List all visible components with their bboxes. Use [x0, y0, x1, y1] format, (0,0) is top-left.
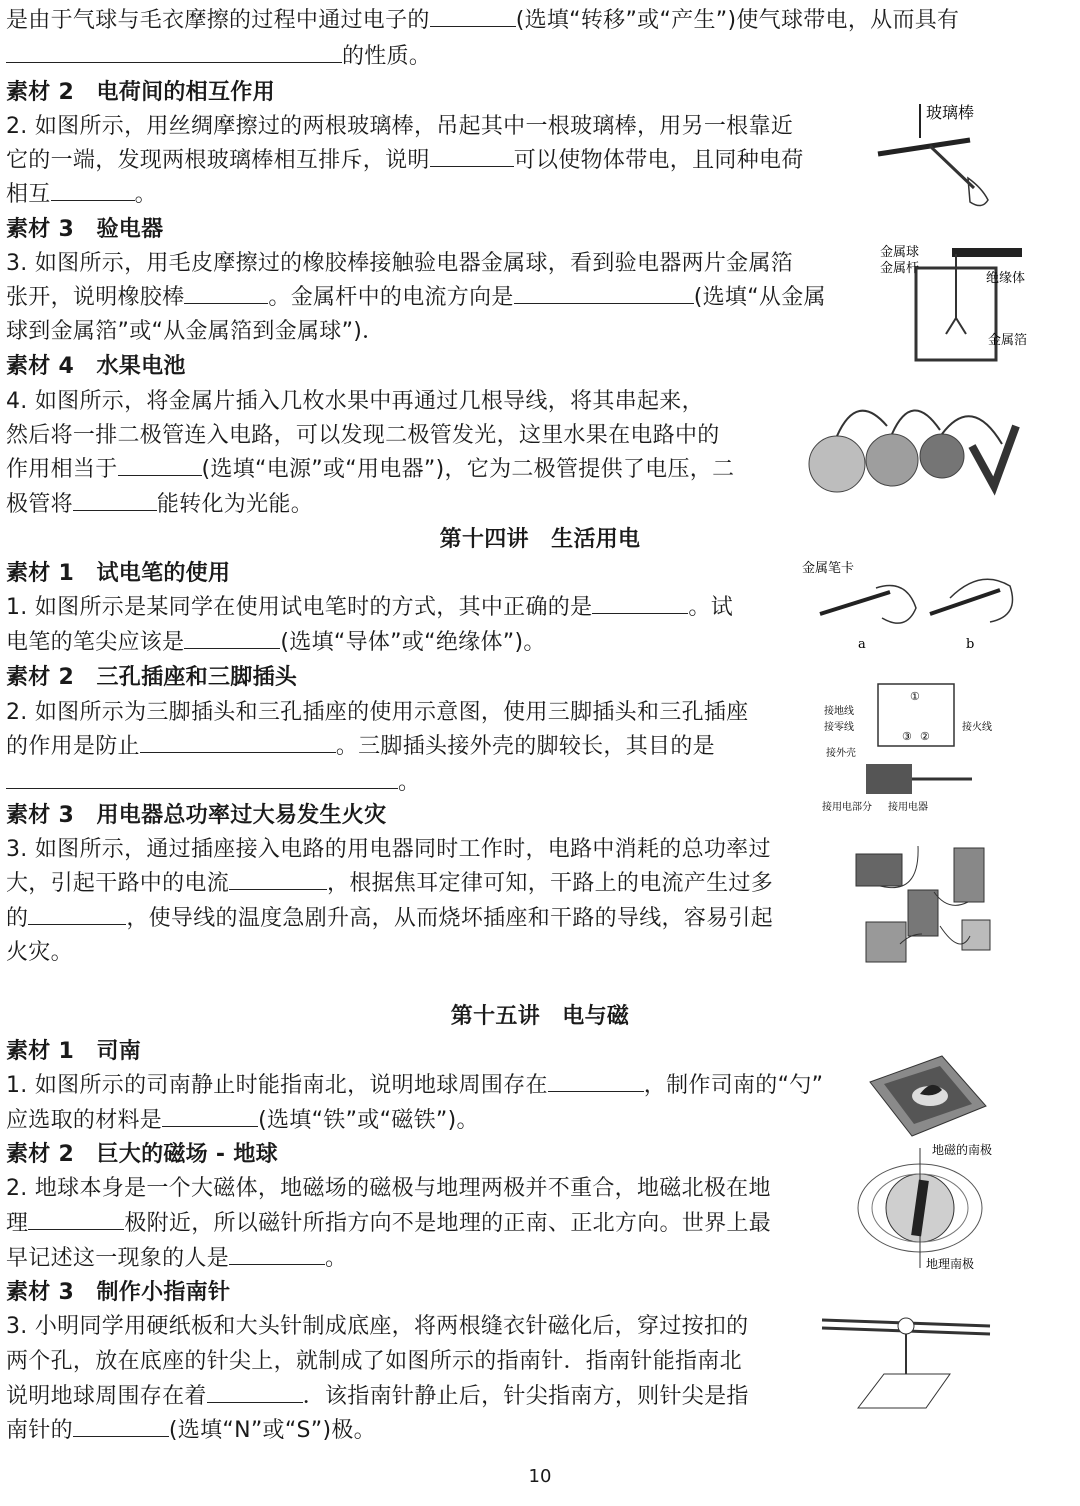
text-line: 张开，说明橡胶棒 。金属杆中的电流方向是 (选填“从金属 [6, 281, 826, 315]
answer-blank [430, 4, 516, 27]
text-line: 的作用是防止 。三脚插头接外壳的脚较长，其目的是 [6, 730, 715, 764]
answer-blank [28, 902, 126, 925]
material-title: 素材 3 验电器 [6, 217, 164, 242]
svg-text:金属箔: 金属箔 [988, 333, 1028, 348]
glass-rod-figure [870, 96, 1010, 216]
text-line: 1. 如图所示的司南静止时能指南北，说明地球周围存在 ，制作司南的“勺” [6, 1069, 823, 1103]
answer-blank [514, 281, 694, 304]
answer-blank [229, 867, 327, 890]
svg-text:②: ② [920, 730, 930, 743]
svg-text:b: b [966, 637, 975, 652]
text-line: 它的一端，发现两根玻璃棒相互排斥，说明 可以使物体带电，且同种电荷 [6, 144, 804, 178]
svg-text:接用电部分: 接用电部分 [822, 802, 872, 813]
answer-blank [592, 591, 688, 614]
text-line: 应选取的材料是 (选填“铁”或“磁铁”)。 [6, 1104, 479, 1138]
svg-text:地理南极: 地理南极 [926, 1257, 975, 1271]
electroscope-figure [876, 240, 1046, 370]
text-line: 极管将 能转化为光能。 [6, 488, 313, 522]
test-pen-figure [800, 558, 1030, 654]
material-title: 素材 1 试电笔的使用 [6, 561, 231, 586]
text-line: 1. 如图所示是某同学在使用试电笔时的方式，其中正确的是 。试 [6, 591, 733, 625]
text-line: 说明地球周围存在着 ．该指南针静止后，针尖指南方，则针尖是指 [6, 1380, 749, 1414]
svg-text:金属球: 金属球 [880, 245, 920, 260]
answer-blank [28, 1207, 124, 1230]
text-line: 2. 地球本身是一个大磁体，地磁场的磁极与地理两极并不重合，地磁北极在地 [6, 1176, 771, 1201]
text-line: 的 ，使导线的温度急剧升高，从而烧坏插座和干路的导线，容易引起 [6, 902, 773, 936]
svg-text:绝缘体: 绝缘体 [986, 271, 1026, 286]
text-line: 3. 如图所示，通过插座接入电路的用电器同时工作时，电路中消耗的总功率过 [6, 837, 771, 862]
text-line: 球到金属箔”或“从金属箔到金属球”)． [6, 319, 385, 344]
material-title: 素材 3 制作小指南针 [6, 1280, 231, 1305]
text-line: 2. 如图所示为三脚插头和三孔插座的使用示意图，使用三脚插头和三孔插座 [6, 700, 749, 725]
svg-text:金属笔卡: 金属笔卡 [802, 561, 855, 576]
answer-blank [51, 178, 135, 201]
svg-text:接用电器: 接用电器 [888, 802, 928, 813]
answer-blank [162, 1104, 258, 1127]
answer-blank [229, 1242, 325, 1265]
text-line: 作用相当于 (选填“电源”或“用电器”)，它为二极管提供了电压，二 [6, 453, 734, 487]
earth-magnet-figure [852, 1140, 1022, 1276]
text-line: 大，引起干路中的电流 ，根据焦耳定律可知，干路上的电流产生过多 [6, 867, 773, 901]
text-line: 早记述这一现象的人是 。 [6, 1242, 347, 1276]
text-line: 3. 如图所示，用毛皮摩擦过的橡胶棒接触验电器金属球，看到验电器两片金属箔 [6, 251, 794, 276]
text-line: 4. 如图所示，将金属片插入几枚水果中再通过几根导线，将其串起来， [6, 389, 704, 414]
answer-blank [207, 1380, 303, 1403]
answer-blank [140, 730, 336, 753]
svg-text:接地线: 接地线 [824, 706, 854, 717]
text-line: 。 [6, 766, 420, 800]
material-title: 素材 2 三孔插座和三脚插头 [6, 665, 298, 690]
page-number: 10 [528, 1466, 552, 1487]
answer-blank [73, 488, 157, 511]
text-line: 理 极附近，所以磁针所指方向不是地理的正南、正北方向。世界上最 [6, 1207, 771, 1241]
label-glass-rod: 玻璃棒 [926, 103, 975, 122]
text-line: 然后将一排二极管连入电路，可以发现二极管发光，这里水果在电路中的 [6, 423, 720, 448]
answer-blank [118, 453, 202, 476]
text-line: 相互 。 [6, 178, 157, 212]
svg-text:①: ① [910, 690, 920, 703]
answer-blank [430, 144, 514, 167]
answer-blank [6, 40, 342, 63]
text-line: 2. 如图所示，用丝绸摩擦过的两根玻璃棒，吊起其中一根玻璃棒，用另一根靠近 [6, 114, 794, 139]
answer-blank [548, 1069, 644, 1092]
svg-text:接外壳: 接外壳 [826, 748, 856, 759]
lecture-heading: 第十五讲 电与磁 [450, 1004, 630, 1029]
text-line: 的性质。 [6, 40, 431, 74]
svg-text:金属杆: 金属杆 [880, 261, 920, 276]
text-line: 南针的 (选填“N”或“S”)极。 [6, 1414, 376, 1448]
text-line: 是由于气球与毛衣摩擦的过程中通过电子的 (选填“转移”或“产生”)使气球带电，从而具有 [6, 4, 959, 38]
lecture-heading: 第十四讲 生活用电 [439, 527, 641, 552]
text-line: 火灾。 [6, 940, 73, 965]
material-title: 素材 3 用电器总功率过大易发生火灾 [6, 803, 387, 828]
fruit-battery-figure [782, 386, 1032, 498]
answer-blank [184, 281, 268, 304]
sinan-figure [862, 1048, 990, 1144]
material-title: 素材 2 电荷间的相互作用 [6, 80, 275, 105]
text-line: 两个孔，放在底座的针尖上，就制成了如图所示的指南针．指南针能指南北 [6, 1349, 742, 1374]
material-title: 素材 2 巨大的磁场 - 地球 [6, 1142, 278, 1167]
answer-blank [184, 626, 280, 649]
homemade-compass-figure [818, 1308, 998, 1416]
svg-text:接零线: 接零线 [824, 722, 854, 733]
svg-text:接火线: 接火线 [962, 722, 992, 733]
answer-blank [6, 766, 398, 789]
answer-blank [73, 1414, 169, 1437]
plug-socket-figure [822, 680, 1012, 815]
svg-text:a: a [858, 637, 866, 652]
text-line: 电笔的笔尖应该是 (选填“导体”或“绝缘体”)。 [6, 626, 546, 660]
svg-text:③: ③ [902, 730, 912, 743]
overload-figure [850, 836, 1000, 972]
material-title: 素材 4 水果电池 [6, 354, 186, 379]
text-line: 3. 小明同学用硬纸板和大头针制成底座，将两根缝衣针磁化后，穿过按扣的 [6, 1314, 749, 1339]
svg-text:地磁的南极: 地磁的南极 [932, 1143, 993, 1157]
material-title: 素材 1 司南 [6, 1039, 142, 1064]
